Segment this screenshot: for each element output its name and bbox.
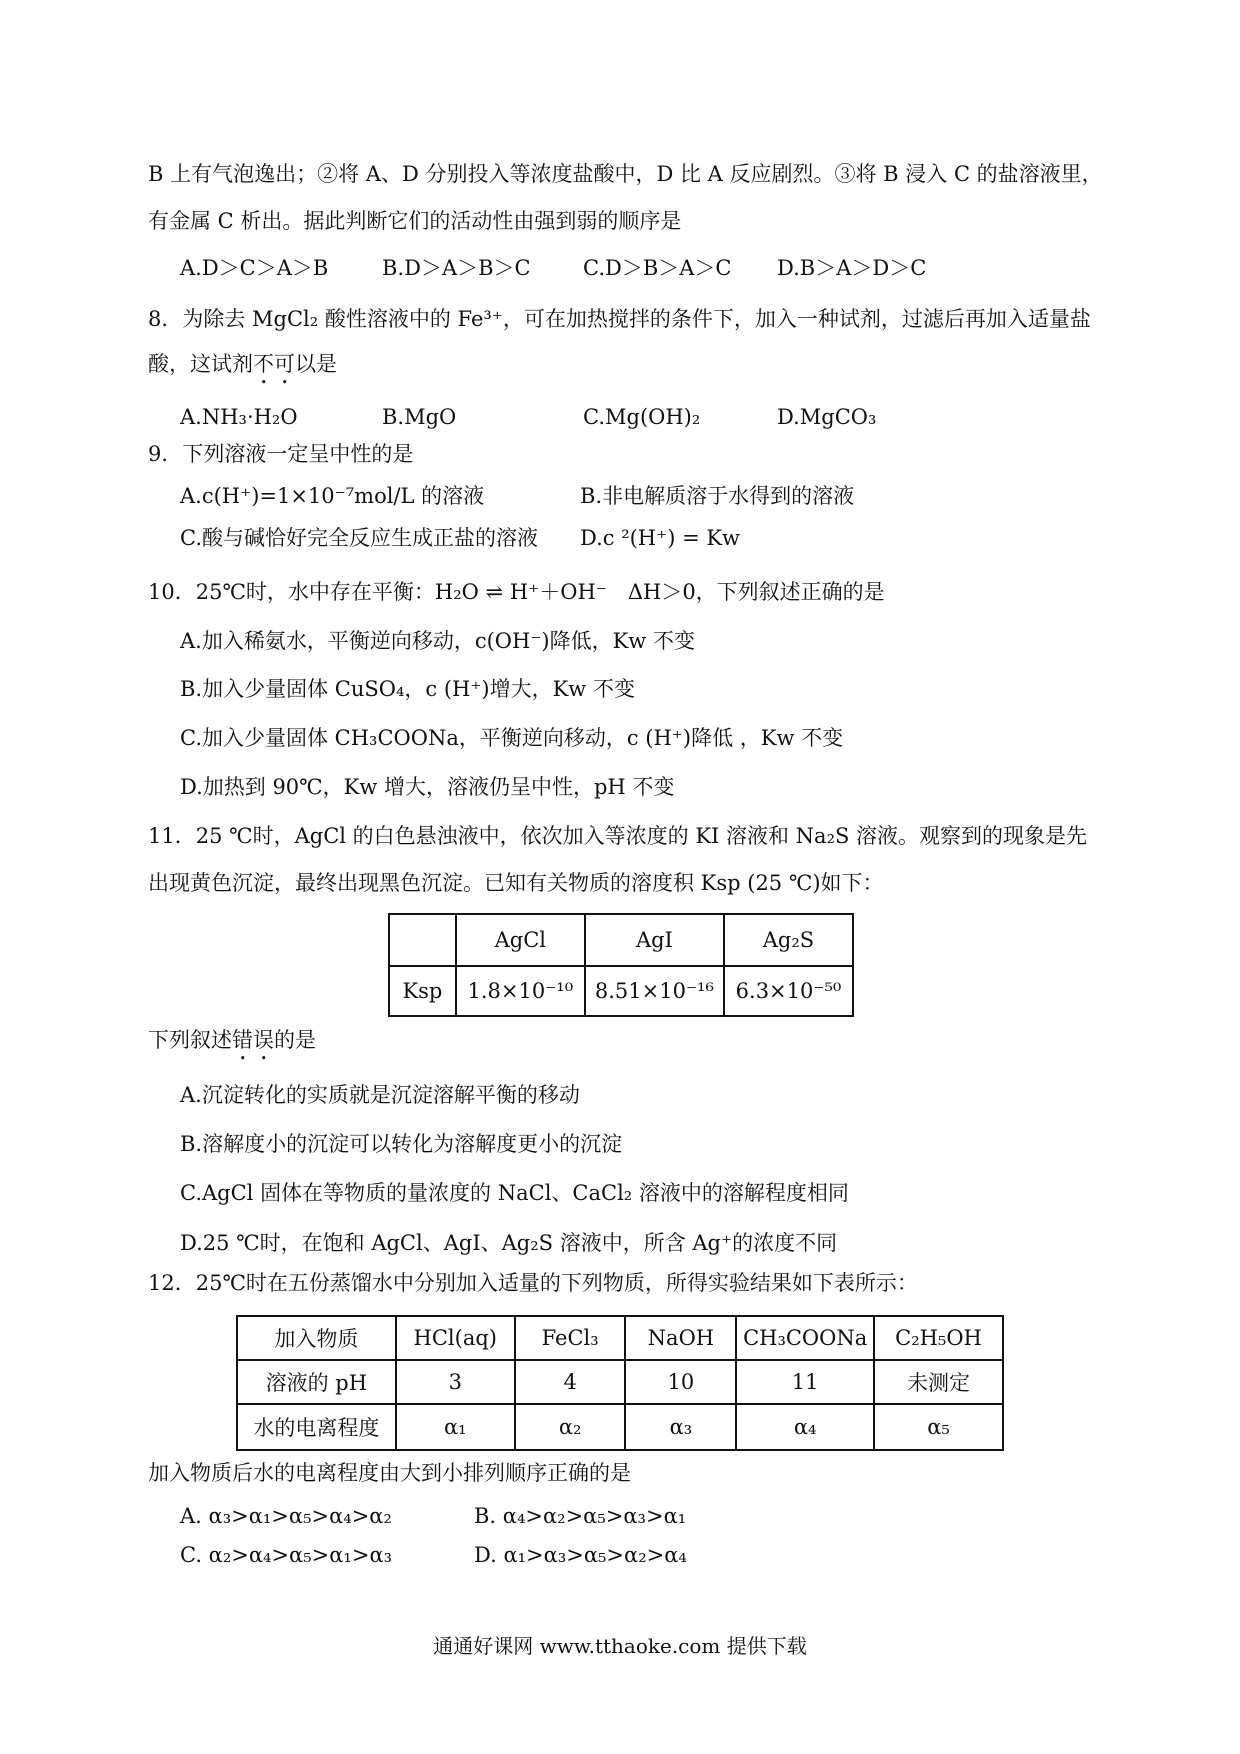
ksp-header-agi: AgI	[585, 914, 724, 966]
q7-line1: B 上有气泡逸出；②将 A、D 分别投入等浓度盐酸中，D 比 A 反应剧烈。③将 B 浸入 C 的盐溶液里，	[148, 162, 1103, 186]
q12-after: 加入物质后水的电离程度由大到小排列顺序正确的是	[148, 1461, 631, 1485]
q10-option-a: A.加入稀氨水，平衡逆向移动，c(OH⁻)降低，Kw 不变	[180, 629, 695, 653]
q11-after-prefix: 下列叙述	[148, 1028, 232, 1052]
cell-r0c1: HCl(aq)	[396, 1316, 515, 1360]
q8-emphasis: 不可	[253, 352, 295, 376]
q11-option-d: D.25 ℃时，在饱和 AgCl、AgI、Ag₂S 溶液中，所含 Ag⁺的浓度不同	[180, 1231, 838, 1255]
q8-line2	[148, 350, 337, 389]
q12-option-b: B. α₄>α₂>α₅>α₃>α₁	[474, 1504, 687, 1528]
ksp-row-label: Ksp	[389, 966, 456, 1016]
q8-line2-prefix: 酸，这试剂	[148, 352, 253, 376]
q11-option-b: B.溶解度小的沉淀可以转化为溶解度更小的沉淀	[180, 1132, 623, 1156]
q11-option-c: C.AgCl 固体在等物质的量浓度的 NaCl、CaCl₂ 溶液中的溶解程度相同	[180, 1181, 849, 1205]
q11-after-suffix: 的是	[274, 1028, 316, 1052]
ksp-header-ag2s: Ag₂S	[724, 914, 853, 966]
q9-option-c: C.酸与碱恰好完全反应生成正盐的溶液	[180, 526, 538, 550]
ksp-table-header-row	[389, 914, 853, 966]
cell-r0c2: FeCl₃	[515, 1316, 626, 1360]
cell-r2c5: α₅	[874, 1404, 1003, 1450]
ksp-value-agcl: 1.8×10⁻¹⁰	[456, 966, 585, 1016]
ionization-row-degree	[237, 1404, 1003, 1450]
q10-stem: 10．25℃时，水中存在平衡：H₂O ⇌ H⁺＋OH⁻ ΔH＞0，下列叙述正确的是	[148, 580, 885, 604]
cell-r2c1: α₁	[396, 1404, 515, 1450]
ksp-table-value-row	[389, 966, 853, 1016]
cell-r1c0: 溶液的 pH	[237, 1360, 396, 1404]
cell-r0c0: 加入物质	[237, 1316, 396, 1360]
cell-r1c4: 11	[736, 1360, 874, 1404]
cell-r0c4: CH₃COONa	[736, 1316, 874, 1360]
cell-r2c3: α₃	[625, 1404, 736, 1450]
q8-option-a: A.NH₃·H₂O	[180, 405, 298, 429]
q7-line2: 有金属 C 析出。据此判断它们的活动性由强到弱的顺序是	[148, 209, 682, 233]
cell-r2c2: α₂	[515, 1404, 626, 1450]
q12-option-d: D. α₁>α₃>α₅>α₂>α₄	[474, 1543, 687, 1567]
q11-line1: 11．25 ℃时，AgCl 的白色悬浊液中，依次加入等浓度的 KI 溶液和 Na₂S 溶液。观察到的现象是先	[148, 824, 1088, 848]
q11-line2: 出现黄色沉淀，最终出现黑色沉淀。已知有关物质的溶度积 Ksp (25 ℃)如下：	[148, 871, 884, 895]
q12-option-a: A. α₃>α₁>α₅>α₄>α₂	[180, 1504, 392, 1528]
q12-stem: 12．25℃时在五份蒸馏水中分别加入适量的下列物质，所得实验结果如下表所示：	[148, 1271, 918, 1295]
cell-r1c1: 3	[396, 1360, 515, 1404]
q8-option-d: D.MgCO₃	[777, 405, 877, 429]
q9-option-d: D.c ²(H⁺) = Kw	[580, 526, 741, 550]
q10-option-d: D.加热到 90℃，Kw 增大，溶液仍呈中性，pH 不变	[180, 775, 675, 799]
q9-option-a: A.c(H⁺)=1×10⁻⁷mol/L 的溶液	[180, 484, 485, 508]
q8-option-b: B.MgO	[382, 405, 457, 429]
ksp-table-corner	[389, 914, 456, 966]
q8-line1: 8．为除去 MgCl₂ 酸性溶液中的 Fe³⁺，可在加热搅拌的条件下，加入一种试剂，过滤后再加入适量盐	[148, 307, 1091, 331]
ksp-value-ag2s: 6.3×10⁻⁵⁰	[724, 966, 853, 1016]
page-footer: 通通好课网 www.tthaoke.com 提供下载	[433, 1634, 807, 1658]
cell-r2c0: 水的电离程度	[237, 1404, 396, 1450]
q9-option-b: B.非电解质溶于水得到的溶液	[580, 484, 855, 508]
ionization-row-ph	[237, 1360, 1003, 1404]
q7-option-c: C.D＞B＞A＞C	[583, 256, 732, 280]
q10-option-c: C.加入少量固体 CH₃COONa，平衡逆向移动，c (H⁺)降低 ，Kw 不变	[180, 726, 844, 750]
ionization-row-substance	[237, 1316, 1003, 1360]
cell-r0c3: NaOH	[625, 1316, 736, 1360]
q10-option-b: B.加入少量固体 CuSO₄，c (H⁺)增大，Kw 不变	[180, 677, 635, 701]
cell-r0c5: C₂H₅OH	[874, 1316, 1003, 1360]
q12-option-c: C. α₂>α₄>α₅>α₁>α₃	[180, 1543, 393, 1567]
ksp-value-agi: 8.51×10⁻¹⁶	[585, 966, 724, 1016]
cell-r1c3: 10	[625, 1360, 736, 1404]
cell-r1c2: 4	[515, 1360, 626, 1404]
q7-option-b: B.D＞A＞B＞C	[382, 256, 531, 280]
cell-r2c4: α₄	[736, 1404, 874, 1450]
ksp-table	[388, 913, 854, 1017]
q9-stem: 9．下列溶液一定呈中性的是	[148, 442, 414, 466]
cell-r1c5: 未测定	[874, 1360, 1003, 1404]
q11-option-a: A.沉淀转化的实质就是沉淀溶解平衡的移动	[180, 1083, 580, 1107]
q11-emphasis: 错误	[232, 1028, 274, 1052]
q7-option-a: A.D＞C＞A＞B	[180, 256, 329, 280]
q8-option-c: C.Mg(OH)₂	[583, 405, 701, 429]
q7-option-d: D.B＞A＞D＞C	[777, 256, 927, 280]
ionization-table	[236, 1315, 1004, 1451]
ksp-header-agcl: AgCl	[456, 914, 585, 966]
q8-line2-suffix: 以是	[295, 352, 337, 376]
q11-after	[148, 1026, 316, 1065]
